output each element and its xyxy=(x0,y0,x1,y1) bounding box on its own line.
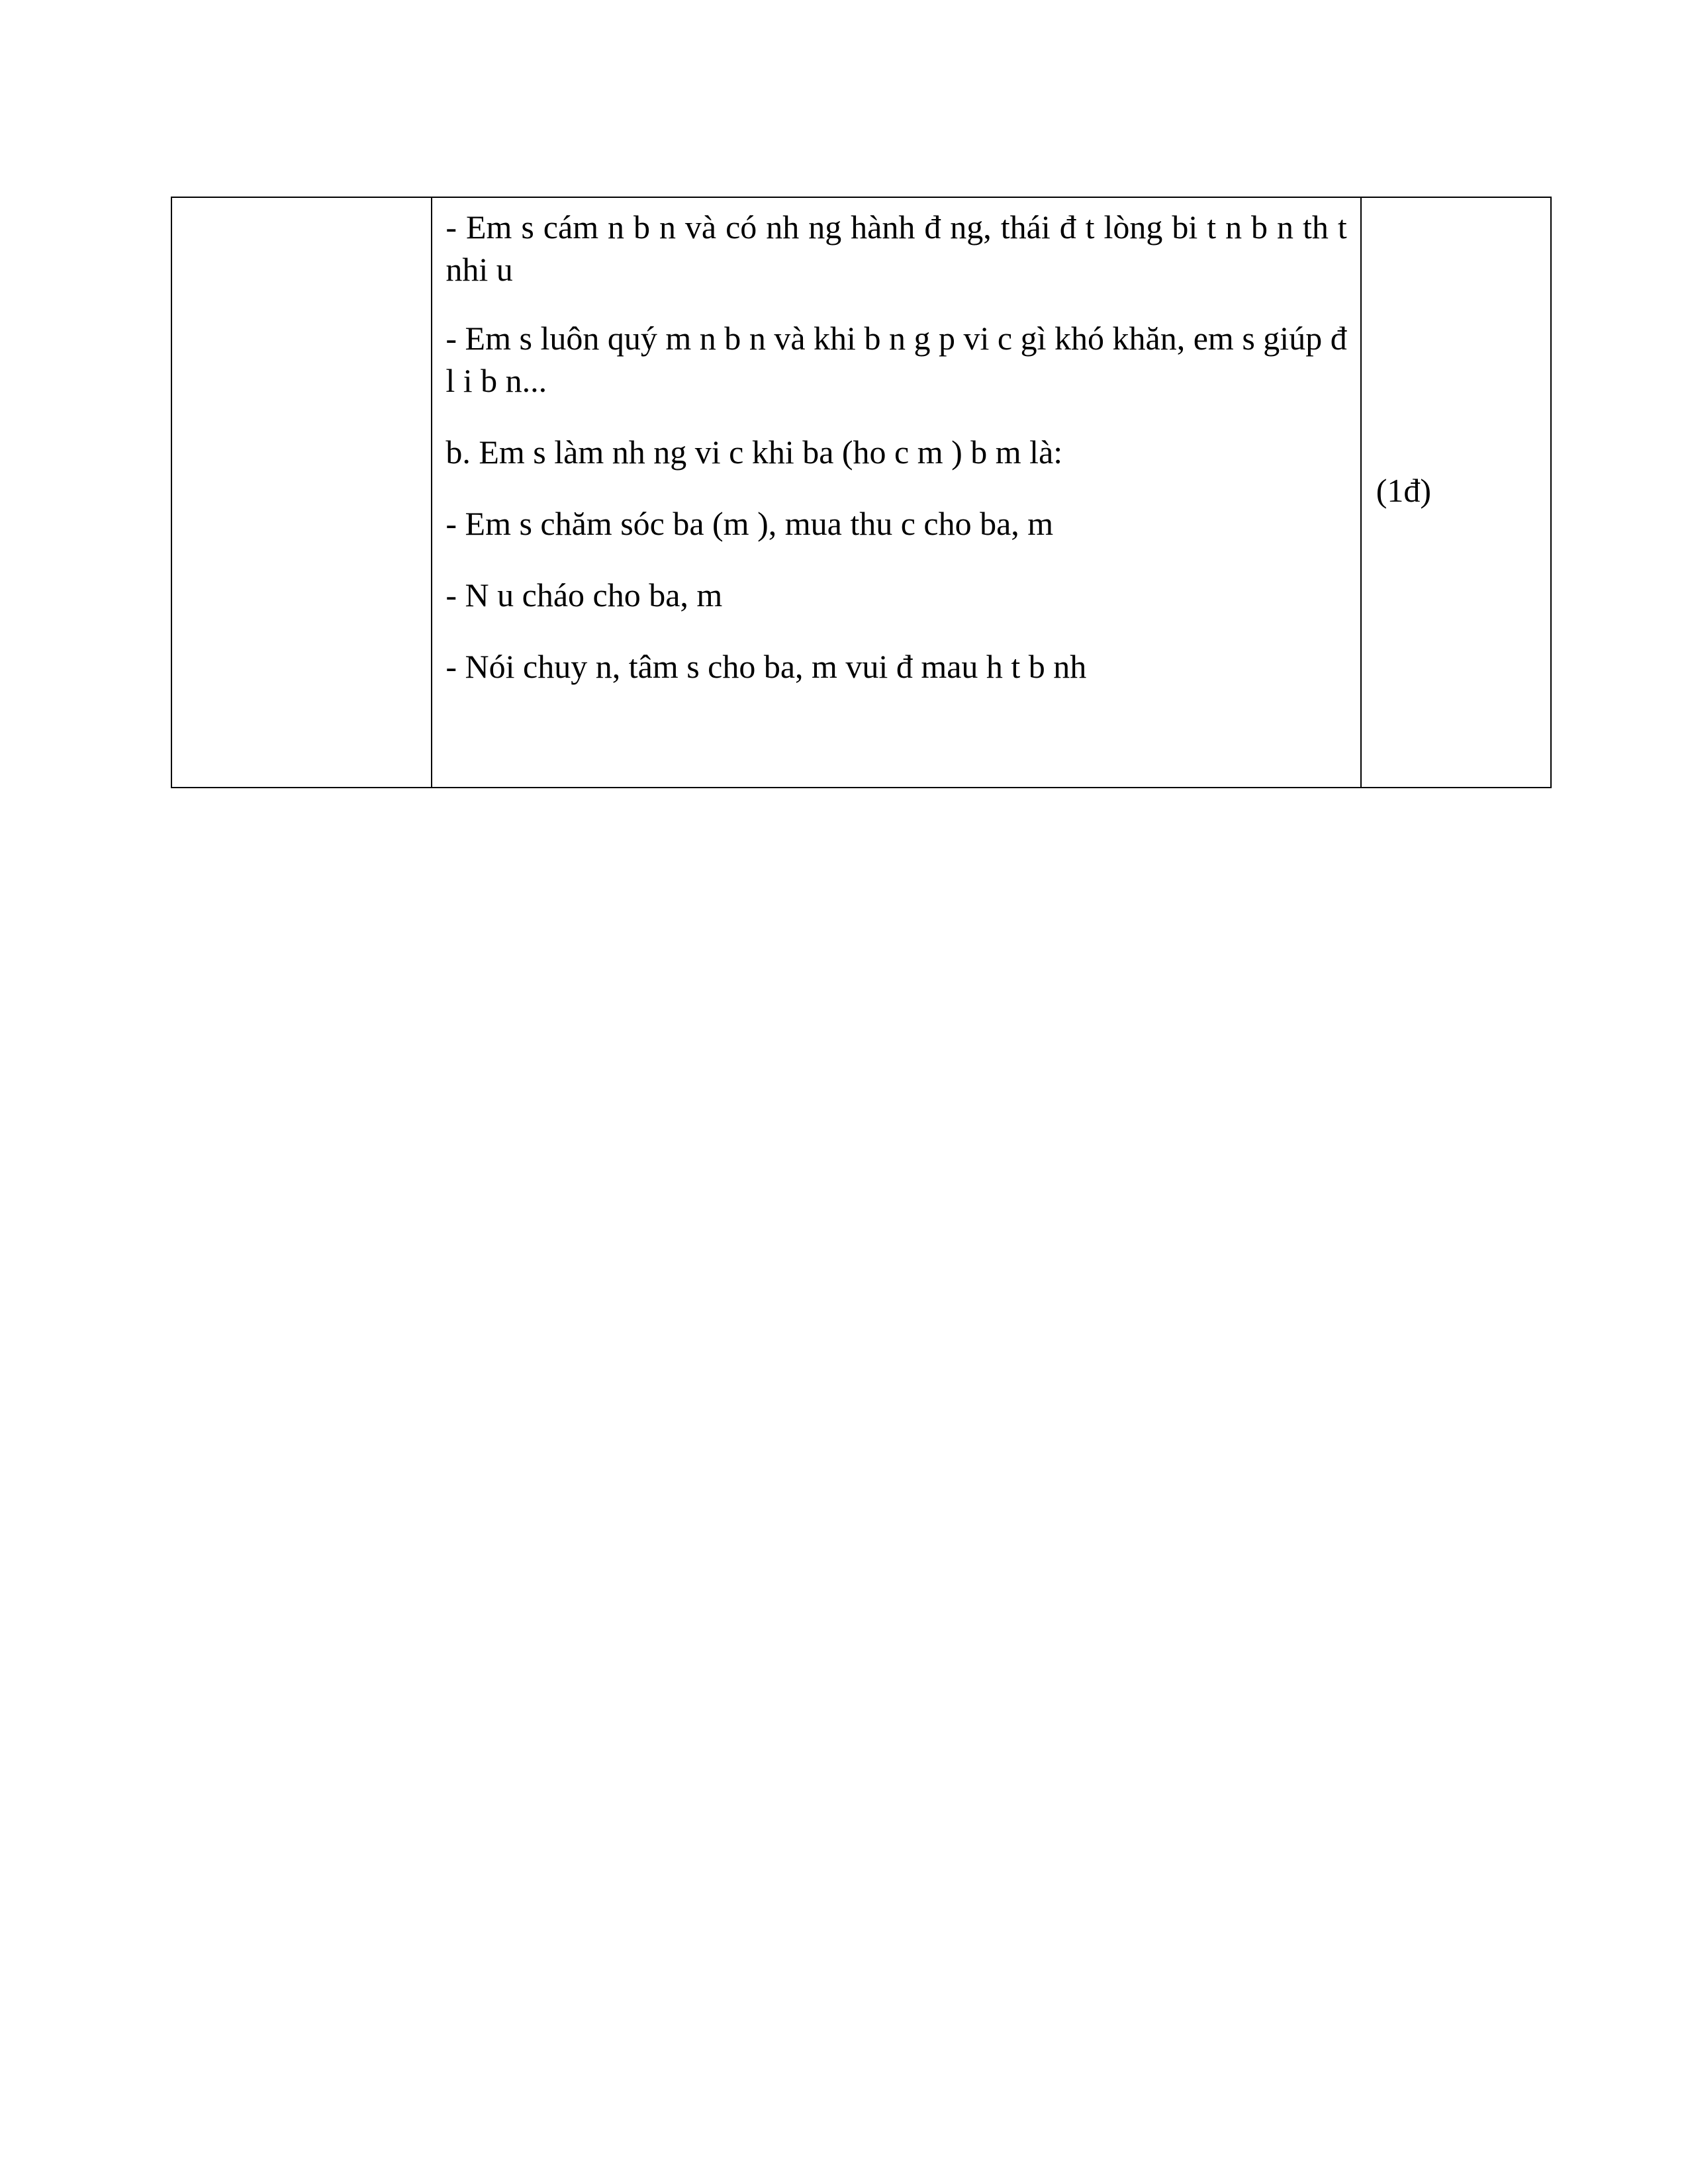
answer-paragraph: - Em s cám n b n và có nh ng hành đ ng, thái đ t lòng bi t n b n th t nhi u xyxy=(445,208,1347,288)
answer-cell xyxy=(432,197,1360,788)
question-cell xyxy=(171,197,432,788)
score-cell xyxy=(1361,197,1551,788)
answer-paragraph: - Em s chăm sóc ba (m ), mua thu c cho ba, m xyxy=(445,505,1054,542)
score-label: (1đ) xyxy=(1376,472,1432,509)
answer-paragraph: b. Em s làm nh ng vi c khi ba (ho c m ) b m là: xyxy=(445,433,1063,471)
answer-paragraph: - Nói chuy n, tâm s cho ba, m vui đ mau h t b nh xyxy=(445,648,1087,685)
answer-paragraph: - N u cháo cho ba, m xyxy=(445,576,723,614)
answer-paragraph: - Em s luôn quý m n b n và khi b n g p vi c gì khó khăn, em s giúp đ l i b n... xyxy=(445,320,1347,399)
table-row xyxy=(171,197,1551,788)
answer-table xyxy=(171,197,1552,788)
